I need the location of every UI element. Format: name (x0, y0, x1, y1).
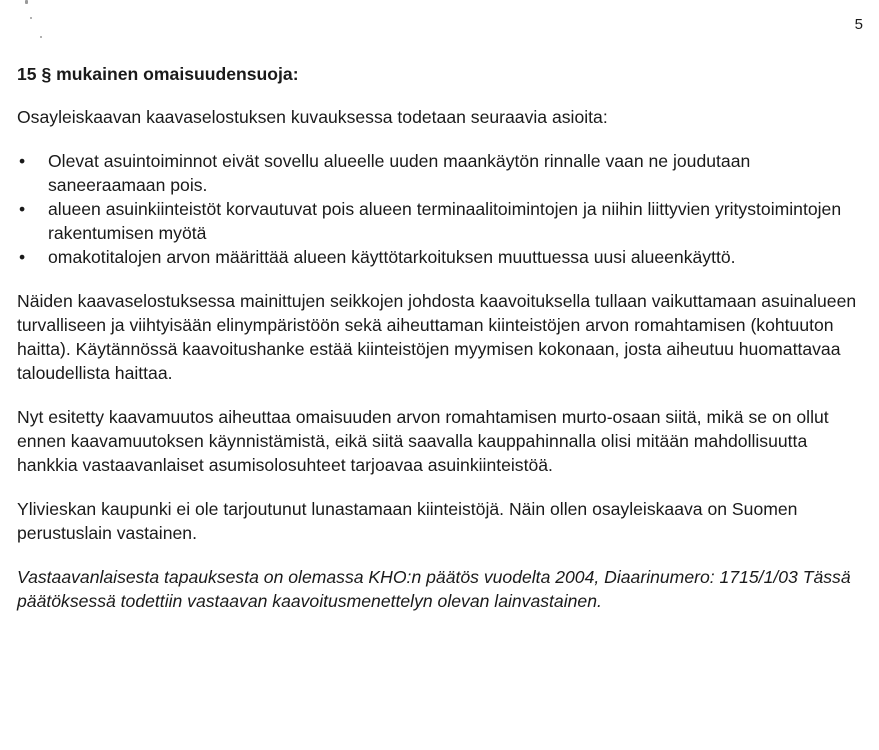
bullet-icon: • (19, 247, 26, 267)
section-heading: 15 § mukainen omaisuudensuoja: (17, 64, 299, 84)
body-paragraph: Nyt esitetty kaavamuutos aiheuttaa omaisuuden arvon romahtamisen murto-osaan siitä, mikä se on ollut ennen kaavamuutoksen käynnistämistä, eikä siitä saavalla kauppahinnalla olisi mitään mahdollisuutta hankkia vastaavanlaiset asumisolosuhteet tarjoavaa asuinkiinteistöä. (17, 407, 829, 475)
document-body (17, 62, 867, 633)
list-item-text: alueen asuinkiinteistöt korvautuvat pois alueen terminaalitoimintojen ja niihin liittyvien yritystoimintojen rakentumisen myötä (48, 199, 842, 243)
bullet-list (17, 149, 867, 269)
list-item (17, 197, 867, 245)
body-paragraph: Ylivieskan kaupunki ei ole tarjoutunut lunastamaan kiinteistöjä. Näin ollen osayleiskaava on Suomen perustuslain vastainen. (17, 499, 798, 543)
list-item (17, 149, 867, 197)
case-reference-note: Vastaavanlaisesta tapauksesta on olemassa KHO:n päätös vuodelta 2004, Diaarinumero: 1715/1/03 Tässä päätöksessä todettiin vastaavan kaavoitusmenettelyn olevan lainvastainen. (17, 567, 851, 611)
bullet-icon: • (19, 151, 26, 171)
scan-speck (25, 0, 28, 4)
body-paragraph: Näiden kaavaselostuksessa mainittujen seikkojen johdosta kaavoituksella tullaan vaikuttamaan asuinalueen turvalliseen ja viihtyisään elinympäristöön sekä aiheuttaman kiinteistöjen arvon romahtamisen (kohtuuton haitta). Käytännössä kaavoitushanke estää kiinteistöjen myymisen kokonaan, josta aiheutuu huomattavaa taloudellista haittaa. (17, 291, 857, 383)
scan-speck (30, 17, 32, 19)
bullet-icon: • (19, 199, 26, 219)
page-number: 5 (854, 16, 863, 33)
list-item (17, 245, 867, 269)
list-item-text: omakotitalojen arvon määrittää alueen käyttötarkoituksen muuttuessa uusi alueenkäyttö. (48, 247, 736, 267)
scan-speck (40, 36, 42, 38)
intro-paragraph: Osayleiskaavan kaavaselostuksen kuvauksessa todetaan seuraavia asioita: (17, 107, 608, 127)
list-item-text: Olevat asuintoiminnot eivät sovellu alueelle uuden maankäytön rinnalle vaan ne joudutaan saneeraamaan pois. (48, 151, 751, 195)
